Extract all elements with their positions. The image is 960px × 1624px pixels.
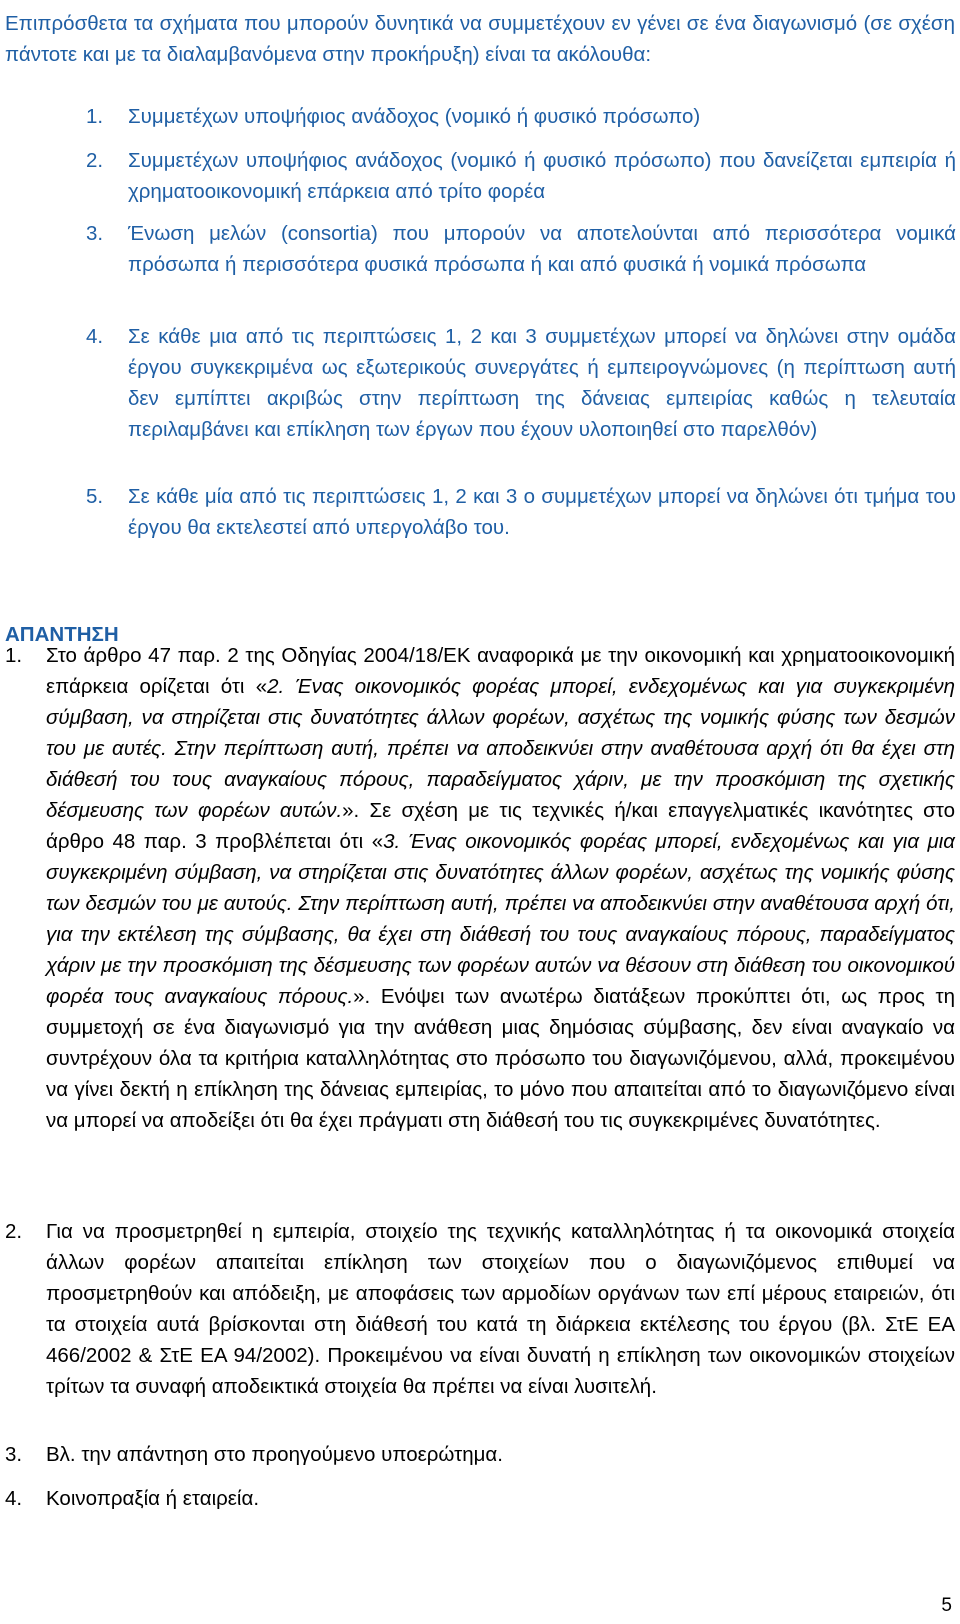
- list-number: 2.: [5, 1220, 23, 1243]
- list-item-text: Σε κάθε μία από τις περιπτώσεις 1, 2 και 3 ο συμμετέχων μπορεί να δηλώνει ότι τμήμα του έργου θα εκτελεστεί από υπεργολάβο του.: [128, 485, 956, 539]
- answer-4-text: Κοινοπραξία ή εταιρεία.: [46, 1487, 260, 1510]
- answer-1-intro: Στο άρθρο 47 παρ. 2 της Οδηγίας 2004/18/ΕΚ αναφορικά με την οικονομική και χρηματοοικονομική επάρκεια ορίζεται ότι «: [46, 644, 955, 698]
- answer-list-item: [5, 1483, 955, 1514]
- list-number: 2.: [86, 149, 104, 172]
- page-number: 5: [941, 1595, 952, 1616]
- list-item-text: Συμμετέχων υποψήφιος ανάδοχος (νομικό ή φυσικό πρόσωπο) που δανείζεται εμπειρία ή χρηματοοικονομική επάρκεια από τρίτο φορέα: [128, 149, 956, 203]
- question-list-item: [86, 145, 956, 207]
- answer-list-item: [5, 1439, 955, 1470]
- list-number: 1.: [5, 644, 23, 667]
- quote-article-48: 3. Ένας οικονομικός φορέας μπορεί, ενδεχομένως και για μια συγκεκριμένη σύμβαση, να στηρίζεται στις δυνατότητες άλλων φορέων, ασχέτως της νομικής φύσης των δεσμών του με αυτούς. Στην περίπτωση αυτή, πρέπει να αποδεικνύει στην αναθέτουσα αρχή ότι, για την εκτέλεση της σύμβασης, θα έχει στη διάθεσή του τους αναγκαίους πόρους, παραδείγματος χάριν με την προσκόμιση της δέσμευσης των φορέων αυτών να θέσουν στη διάθεση του οικονομικού φορέα τους αναγκαίους πόρους.: [46, 830, 955, 1008]
- list-number: 4.: [5, 1487, 23, 1510]
- answer-heading: ΑΠΑΝΤΗΣΗ: [5, 623, 119, 646]
- question-list-item: [86, 481, 956, 543]
- answer-1-middle: ». Σε σχέση με τις τεχνικές ή/και επαγγελματικές ικανότητες στο άρθρο 48 παρ. 3 προβλέπεται ότι «: [46, 799, 956, 853]
- question-list-item: [86, 101, 956, 132]
- answer-list-item: [5, 640, 955, 1136]
- list-item-text: Ένωση μελών (consortia) που μπορούν να αποτελούνται από περισσότερα νομικά πρόσωπα ή περισσότερα φυσικά πρόσωπα ή και από φυσικά ή νομικά πρόσωπα: [128, 222, 956, 276]
- answer-2-text: Για να προσμετρηθεί η εμπειρία, στοιχείο της τεχνικής καταλληλότητας ή τα οικονομικά στοιχεία άλλων φορέων απαιτείται επίκληση των στοιχείων που ο διαγωνιζόμενος επιθυμεί να προσμετρηθούν και απόδειξη, με αποφάσεις των αρμοδίων οργάνων των επί μέρους εταιρειών, ότι τα στοιχεία αυτά βρίσκονται στη διάθεσή του κατά τη διάρκεια εκτέλεσης του έργου (βλ. ΣτΕ ΕΑ 466/2002 & ΣτΕ ΕΑ 94/2002). Προκειμένου να είναι δυνατή η επίκληση των οικονομικών στοιχείων τρίτων τα συναφή αποδεικτικά στοιχεία θα πρέπει να είναι λυσιτελή.: [46, 1220, 955, 1398]
- answer-1-conclusion: ». Ενόψει των ανωτέρω διατάξεων προκύπτει ότι, ως προς τη συμμετοχή σε ένα διαγωνισμό για την ανάθεση μιας δημόσιας σύμβασης, δεν είναι αναγκαίο να συντρέχουν όλα τα κριτήρια καταλληλότητας στο πρόσωπο του διαγωνιζόμενου, αλλά, προκειμένου να γίνει δεκτή η επίκληση της δάνειας εμπειρίας, το μόνο που απαιτείται από το διαγωνιζόμενο είναι να μπορεί να αποδείξει ότι θα έχει πράγματι στη διάθεσή του τις συγκεκριμένες δυνατότητες.: [46, 985, 955, 1132]
- answer-3-text: Βλ. την απάντηση στο προηγούμενο υποερώτημα.: [46, 1443, 503, 1466]
- list-number: 4.: [86, 325, 104, 348]
- list-number: 3.: [86, 222, 104, 245]
- list-item-text: Σε κάθε μια από τις περιπτώσεις 1, 2 και 3 συμμετέχων μπορεί να δηλώνει στην ομάδα έργου συγκεκριμένα ως εξωτερικούς συνεργάτες ή εμπειρογνώμονες (η περίπτωση αυτή δεν εμπίπτει ακριβώς στην περίπτωση της δάνειας εμπειρίας καθώς η τελευταία περιλαμβάνει και επίκληση των έργων που έχουν υλοποιηθεί στο παρελθόν): [128, 325, 956, 441]
- list-item-text: Συμμετέχων υποψήφιος ανάδοχος (νομικό ή φυσικό πρόσωπο): [128, 105, 701, 128]
- quote-article-47: 2. Ένας οικονομικός φορέας μπορεί, ενδεχομένως και για συγκεκριμένη σύμβαση, να στηρίζεται στις δυνατότητες άλλων φορέων, ασχέτως της νομικής φύσης των δεσμών του με αυτές. Στην περίπτωση αυτή, πρέπει να αποδεικνύει στην αναθέτουσα αρχή ότι θα έχει στη διάθεσή του τους αναγκαίους πόρους, παραδείγματος χάριν, με την προσκόμιση της σχετικής δέσμευσης των φορέων αυτών.: [46, 675, 955, 822]
- question-list-item: [86, 218, 956, 280]
- list-number: 1.: [86, 105, 104, 128]
- list-number: 5.: [86, 485, 104, 508]
- intro-paragraph: Επιπρόσθετα τα σχήματα που μπορούν δυνητικά να συμμετέχουν εν γένει σε ένα διαγωνισμό (σε σχέση πάντοτε και με τα διαλαμβανόμενα στην προκήρυξη) είναι τα ακόλουθα:: [5, 12, 955, 66]
- question-list-item: [86, 321, 956, 445]
- answer-list-item: [5, 1216, 955, 1402]
- list-number: 3.: [5, 1443, 23, 1466]
- answer-1-text: [46, 640, 955, 1136]
